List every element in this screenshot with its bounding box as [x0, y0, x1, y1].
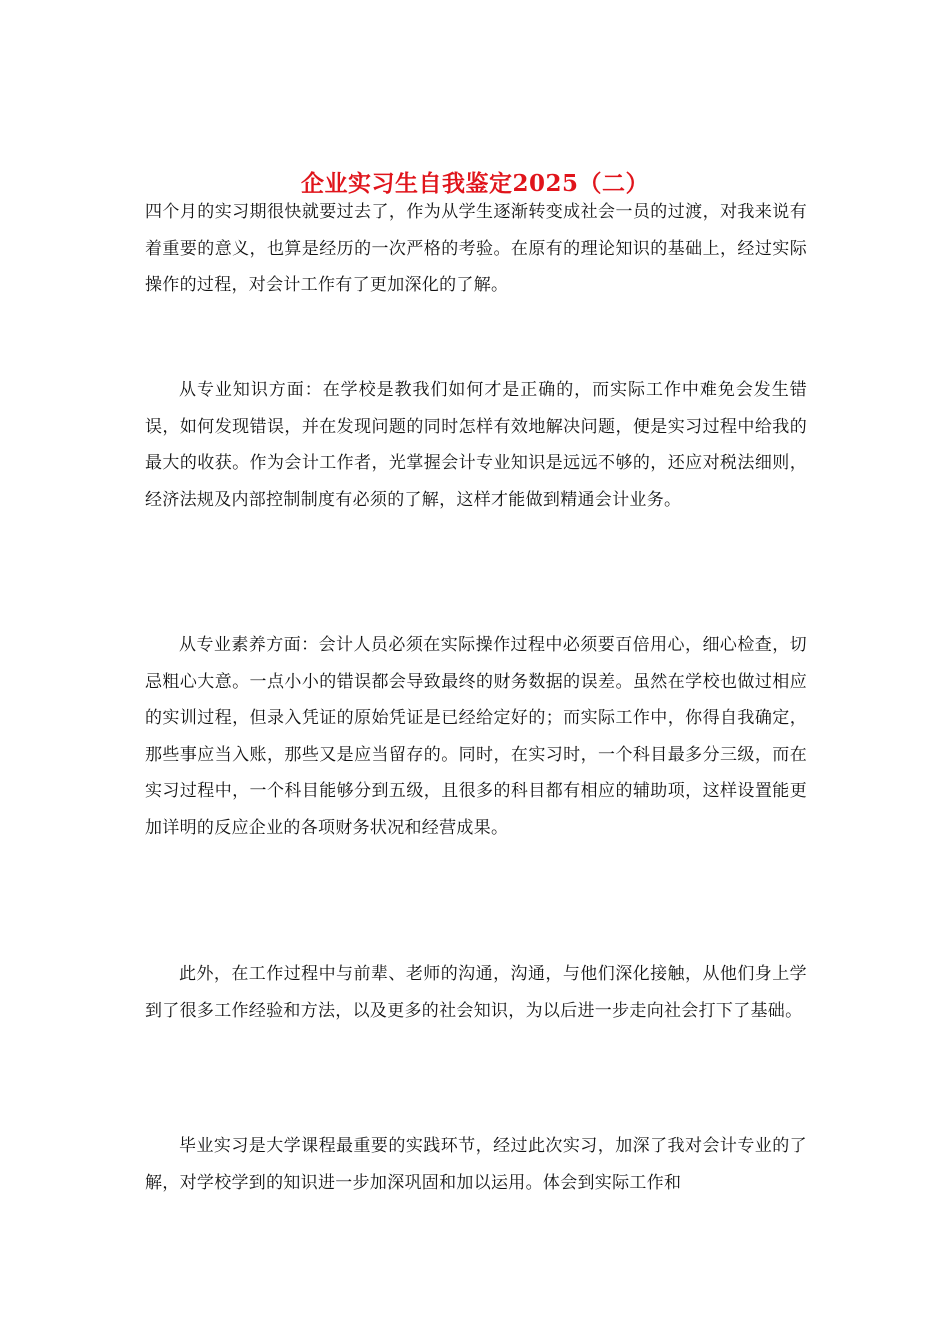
- paragraph-intro: 四个月的实习期很快就要过去了，作为从学生逐渐转变成社会一员的过渡，对我来说有着重要的意义，也算是经历的一次严格的考验。在原有的理论知识的基础上，经过实际操作的过程，对会计工作有了更加深化的了解。: [145, 202, 807, 295]
- paragraph-professional-quality: 从专业素养方面：会计人员必须在实际操作过程中必须要百倍用心，细心检查，切忌粗心大意。一点小小的错误都会导致最终的财务数据的误差。虽然在学校也做过相应的实训过程，但录入凭证的原始凭证是已经给定好的；而实际工作中，你得自我确定，那些事应当入账，那些又是应当留存的。同时，在实习时，一个科目最多分三级，而在实习过程中，一个科目能够分到五级，且很多的科目都有相应的辅助项，这样设置能更加详明的反应企业的各项财务状况和经营成果。: [145, 635, 807, 838]
- paragraph-graduation-internship: 毕业实习是大学课程最重要的实践环节，经过此次实习，加深了我对会计专业的了解，对学校学到的知识进一步加深巩固和加以运用。体会到实际工作和: [145, 1136, 807, 1193]
- paragraph-professional-knowledge: 从专业知识方面：在学校是教我们如何才是正确的，而实际工作中难免会发生错误，如何发现错误，并在发现问题的同时怎样有效地解决问题，便是实习过程中给我的最大的收获。作为会计工作者，光掌握会计专业知识是远远不够的，还应对税法细则，经济法规及内部控制制度有必须的了解，这样才能做到精通会计业务。: [145, 380, 807, 510]
- document-title: 企业实习生自我鉴定2025（二）: [300, 170, 649, 198]
- paragraph-communication: 此外，在工作过程中与前辈、老师的沟通，沟通，与他们深化接触，从他们身上学到了很多工作经验和方法，以及更多的社会知识，为以后进一步走向社会打下了基础。: [145, 964, 807, 1021]
